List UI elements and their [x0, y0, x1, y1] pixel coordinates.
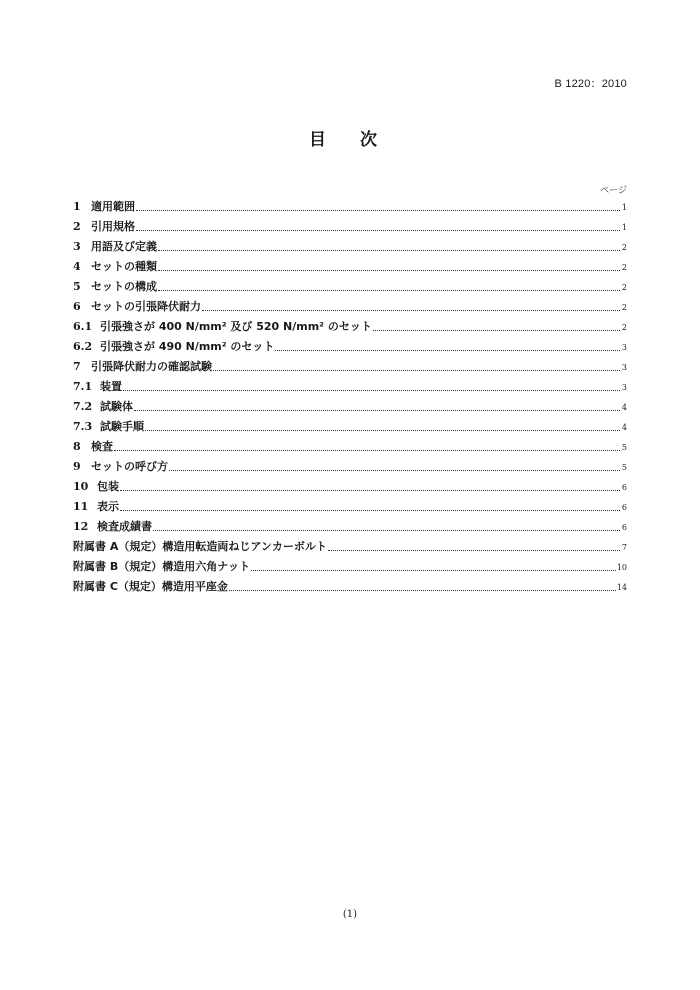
- toc-number: 6.1: [73, 320, 93, 333]
- dot-leader: [123, 389, 620, 391]
- toc-entry[interactable]: [73, 337, 627, 357]
- dot-leader: [328, 549, 620, 551]
- toc-number: 11: [73, 500, 89, 513]
- toc-number: 9: [73, 460, 81, 473]
- page-title: 目 次: [309, 130, 391, 150]
- toc-page: 6: [621, 523, 627, 532]
- toc-title: 適用範囲: [91, 200, 135, 213]
- toc-page: 2: [621, 303, 627, 312]
- toc-entry[interactable]: [73, 357, 627, 377]
- dot-leader: [213, 369, 620, 371]
- dot-leader: [373, 329, 620, 331]
- toc-page: 10: [616, 563, 627, 572]
- page-column-label: ページ: [600, 186, 627, 196]
- dot-leader: [158, 289, 620, 291]
- toc-number: 7.2: [73, 400, 93, 413]
- toc-entry[interactable]: [73, 397, 627, 417]
- toc-entry[interactable]: [73, 257, 627, 277]
- toc-number: 7: [73, 360, 81, 373]
- toc-title: セットの引張降伏耐力: [91, 300, 201, 313]
- toc-number: 6.2: [73, 340, 93, 353]
- toc-entry[interactable]: [73, 417, 627, 437]
- toc-number: 7.3: [73, 420, 93, 433]
- toc-page: 6: [621, 503, 627, 512]
- toc-number: 8: [73, 440, 81, 453]
- toc-entry[interactable]: [73, 277, 627, 297]
- toc-number: 4: [73, 260, 81, 273]
- toc-number: 6: [73, 300, 81, 313]
- toc-number: 12: [73, 520, 89, 533]
- toc-number: 7.1: [73, 380, 93, 393]
- dot-leader: [153, 529, 620, 531]
- toc-number: 5: [73, 280, 81, 293]
- toc-entry[interactable]: [73, 517, 627, 537]
- toc-entry[interactable]: [73, 297, 627, 317]
- dot-leader: [202, 309, 620, 311]
- toc-title: 附属書 B（規定）構造用六角ナット: [73, 560, 250, 573]
- dot-leader: [169, 469, 620, 471]
- dot-leader: [229, 589, 616, 591]
- dot-leader: [251, 569, 616, 571]
- dot-leader: [136, 229, 620, 231]
- toc-entry[interactable]: [73, 197, 627, 217]
- toc-title: 引張強さが 490 N/mm² のセット: [100, 340, 275, 353]
- dot-leader: [136, 209, 620, 211]
- toc-title: 装置: [100, 380, 122, 393]
- dot-leader: [158, 269, 620, 271]
- toc-page: 3: [621, 383, 627, 392]
- toc-entry[interactable]: [73, 537, 627, 557]
- toc-page: 1: [621, 203, 627, 212]
- toc-page: 14: [616, 583, 627, 592]
- toc-title: 附属書 C（規定）構造用平座金: [73, 580, 228, 593]
- toc-number: 3: [73, 240, 81, 253]
- toc-page: 1: [621, 223, 627, 232]
- toc-page: 4: [621, 423, 627, 432]
- toc-page: 3: [621, 363, 627, 372]
- toc-entry[interactable]: [73, 437, 627, 457]
- toc-entry[interactable]: [73, 457, 627, 477]
- toc-title: 試験手順: [100, 420, 144, 433]
- toc-title: 引用規格: [91, 220, 135, 233]
- dot-leader: [158, 249, 620, 251]
- toc-title: セットの構成: [91, 280, 157, 293]
- dot-leader: [114, 449, 620, 451]
- toc-entry[interactable]: [73, 237, 627, 257]
- toc-title: 用語及び定義: [91, 240, 157, 253]
- toc-page: 2: [621, 283, 627, 292]
- toc-number: 2: [73, 220, 81, 233]
- toc-entry[interactable]: [73, 317, 627, 337]
- toc-entry[interactable]: [73, 497, 627, 517]
- toc-title: 引張強さが 400 N/mm² 及び 520 N/mm² のセット: [100, 320, 372, 333]
- toc-title: 表示: [97, 500, 119, 513]
- toc-entry[interactable]: [73, 577, 627, 597]
- toc-title: 検査: [91, 440, 113, 453]
- toc-page: 6: [621, 483, 627, 492]
- dot-leader: [134, 409, 620, 411]
- dot-leader: [275, 349, 620, 351]
- toc-title: セットの種類: [91, 260, 157, 273]
- toc-entry[interactable]: [73, 377, 627, 397]
- toc-page: 2: [621, 323, 627, 332]
- toc-number: 10: [73, 480, 89, 493]
- toc-title: 附属書 A（規定）構造用転造両ねじアンカーボルト: [73, 540, 327, 553]
- toc-title: 検査成績書: [97, 520, 152, 533]
- toc-title: 試験体: [100, 400, 133, 413]
- toc-entry[interactable]: [73, 477, 627, 497]
- dot-leader: [120, 489, 620, 491]
- page-number: (1): [342, 909, 358, 920]
- toc-title: 包装: [97, 480, 119, 493]
- toc-entry[interactable]: [73, 557, 627, 577]
- toc-page: 2: [621, 243, 627, 252]
- toc-number: 1: [73, 200, 81, 213]
- toc-page: 5: [621, 443, 627, 452]
- toc-page: 7: [621, 543, 627, 552]
- toc-page: 3: [621, 343, 627, 352]
- document-code: B 1220：2010: [554, 78, 627, 90]
- toc-page: 4: [621, 403, 627, 412]
- table-of-contents: [73, 197, 627, 597]
- toc-page: 5: [621, 463, 627, 472]
- toc-title: セットの呼び方: [91, 460, 168, 473]
- toc-title: 引張降伏耐力の確認試験: [91, 360, 212, 373]
- toc-entry[interactable]: [73, 217, 627, 237]
- dot-leader: [145, 429, 620, 431]
- dot-leader: [120, 509, 620, 511]
- toc-page: 2: [621, 263, 627, 272]
